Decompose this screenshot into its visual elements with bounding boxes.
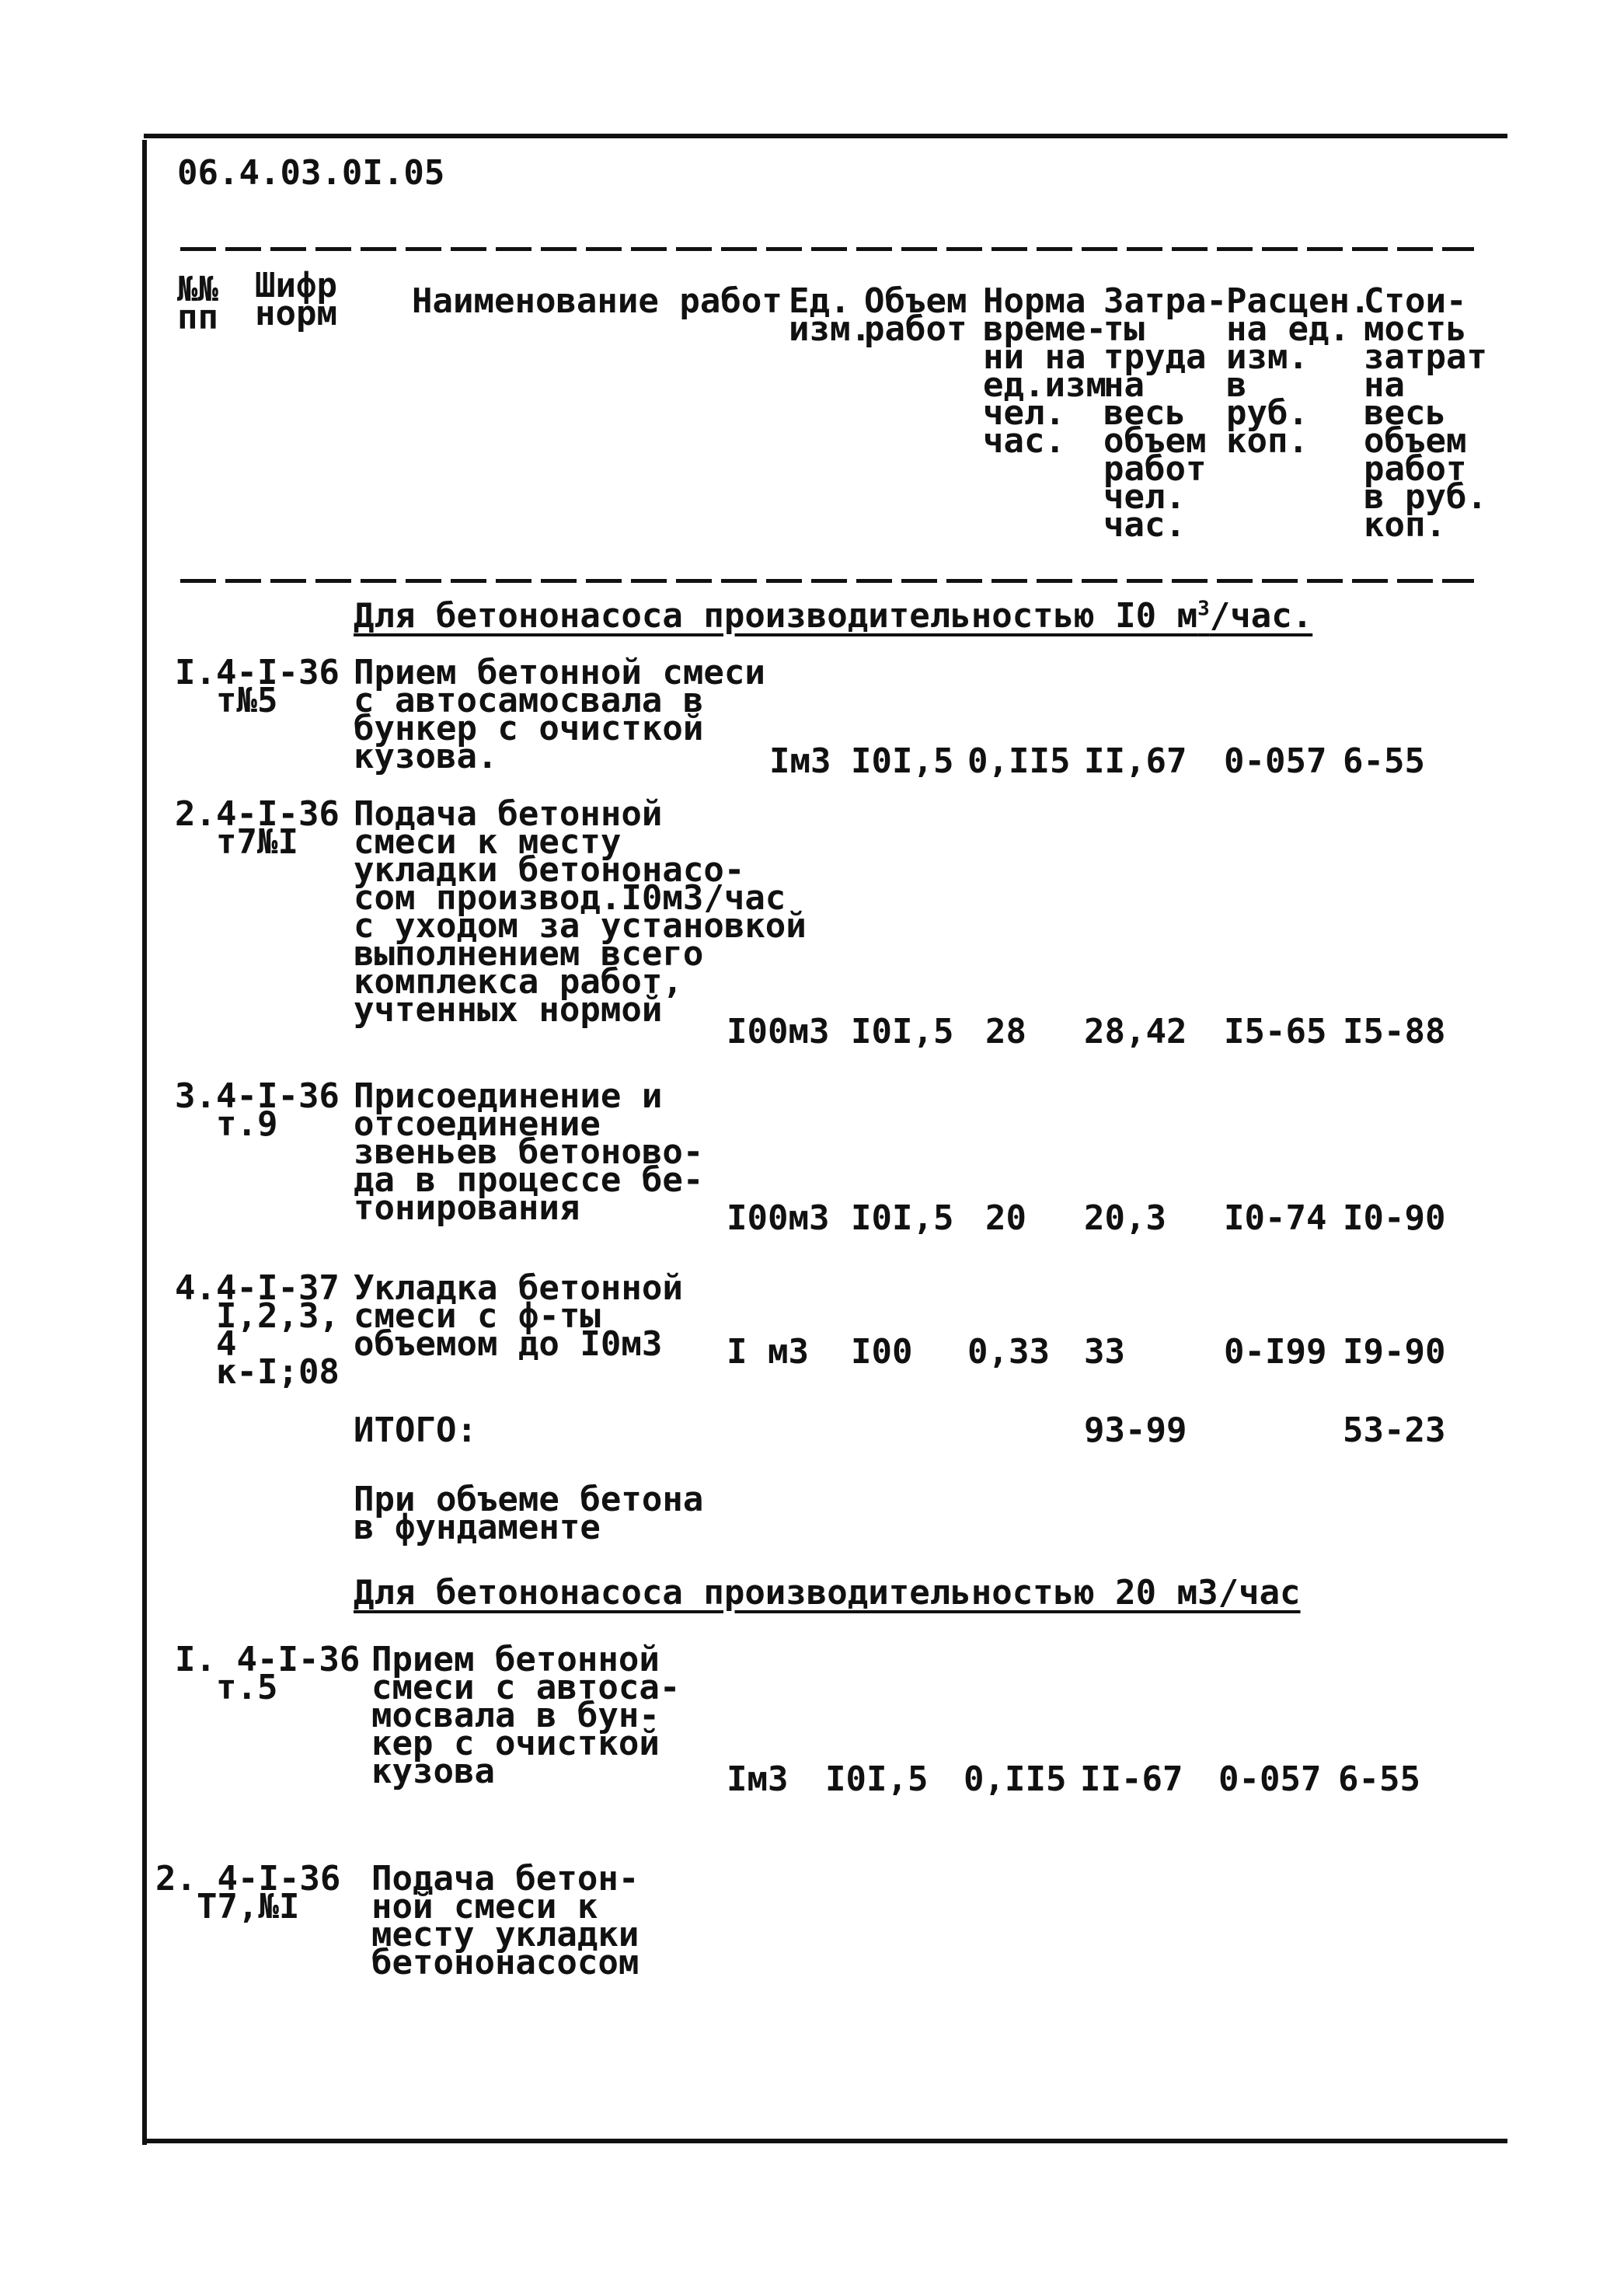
header-labor: Затра- ты труда на весь объем работ чел. час. bbox=[1103, 281, 1227, 545]
row-volume: I0I,5 bbox=[825, 1759, 929, 1799]
row-norm: 0,II5 bbox=[967, 741, 1071, 781]
row-unit: I00м3 bbox=[727, 1012, 830, 1051]
row-norm: 0,II5 bbox=[964, 1759, 1067, 1799]
row-num-code: 2. 4-I-36 Т7,№I bbox=[155, 1859, 341, 1927]
row-cost: I9-90 bbox=[1343, 1332, 1446, 1372]
document-code: 06.4.03.0I.05 bbox=[177, 153, 445, 193]
row-cost: I0-90 bbox=[1343, 1198, 1446, 1238]
section1-title: Для бетононасоса производительностью I0 $м^3$/час. bbox=[354, 596, 1313, 636]
total-labor: 93-99 bbox=[1084, 1410, 1187, 1450]
header-code: Шифр норм bbox=[255, 266, 337, 333]
header-cost: Стои- мость затрат на весь объем работ в руб. коп. bbox=[1364, 281, 1487, 545]
row-name: Присоединение и отсоединение звеньев бетоново- да в процессе бе- тонирования bbox=[354, 1076, 704, 1228]
header-norm: Норма време- ни на ед.изм чел. час. bbox=[983, 281, 1106, 461]
row-unit: I00м3 bbox=[727, 1198, 830, 1238]
row-rate: 0-057 bbox=[1218, 1759, 1322, 1799]
row-rate: I5-65 bbox=[1224, 1012, 1327, 1051]
row-cost: 6-55 bbox=[1338, 1759, 1420, 1799]
row-name: Укладка бетонной смеси с ф-ты объемом до I0м3 bbox=[354, 1268, 683, 1364]
row-rate: I0-74 bbox=[1224, 1198, 1327, 1238]
row-rate: 0-057 bbox=[1224, 741, 1327, 781]
row-unit: I м3 bbox=[727, 1332, 809, 1372]
row-norm: 0,33 bbox=[967, 1332, 1050, 1372]
row-labor: II,67 bbox=[1084, 741, 1187, 781]
section2-title: Для бетононасоса производительностью 20 м3/час bbox=[354, 1573, 1301, 1613]
row-labor: II-67 bbox=[1080, 1759, 1183, 1799]
row-labor: 28,42 bbox=[1084, 1012, 1187, 1051]
row-norm: 28 bbox=[985, 1012, 1026, 1051]
row-volume: I0I,5 bbox=[851, 1198, 954, 1238]
row-num-code: 2.4-I-36 т7№I bbox=[175, 794, 340, 862]
row-unit: Iм3 bbox=[769, 741, 831, 781]
page-left-rule bbox=[142, 140, 147, 2145]
row-cost: 6-55 bbox=[1343, 741, 1425, 781]
row-num-code: 4.4-I-37 I,2,3, 4 к-I;08 bbox=[175, 1268, 340, 1392]
row-unit: Iм3 bbox=[727, 1759, 789, 1799]
header-bottom-rule bbox=[180, 579, 1474, 583]
page-top-rule bbox=[144, 134, 1507, 138]
total-cost: 53-23 bbox=[1343, 1410, 1446, 1450]
row-name: Прием бетонной смеси с автоса- мосвала в бун- кер с очисткой кузова bbox=[371, 1640, 681, 1791]
total-label: ИТОГО: bbox=[354, 1410, 477, 1450]
row-volume: I0I,5 bbox=[851, 741, 954, 781]
row-num-code: I. 4-I-36 т.5 bbox=[175, 1640, 361, 1707]
header-volume: Объем работ bbox=[864, 281, 967, 349]
row-labor: 33 bbox=[1084, 1332, 1125, 1372]
row-volume: I0I,5 bbox=[851, 1012, 954, 1051]
row-rate: 0-I99 bbox=[1224, 1332, 1327, 1372]
header-name: Наименование работ bbox=[412, 281, 782, 321]
row-volume: I00 bbox=[851, 1332, 913, 1372]
row-name: Подача бетонной смеси к месту укладки бетононасо- сом производ.I0м3/час с уходом за установкой выполнением всего комплекса работ, учтенных нормой bbox=[354, 794, 807, 1030]
row-num-code: 3.4-I-36 т.9 bbox=[175, 1076, 340, 1144]
row-num-code: I.4-I-36 т№5 bbox=[175, 653, 340, 720]
header-unit: Ед. изм. bbox=[789, 281, 871, 349]
section1-note: При объеме бетона в фундаменте bbox=[354, 1480, 704, 1547]
row-labor: 20,3 bbox=[1084, 1198, 1166, 1238]
row-norm: 20 bbox=[985, 1198, 1026, 1238]
row-name: Подача бетон- ной смеси к месту укладки бетононасосом bbox=[371, 1859, 639, 1982]
header-top-rule bbox=[180, 247, 1474, 251]
row-cost: I5-88 bbox=[1343, 1012, 1446, 1051]
row-name: Прием бетонной смеси с автосамосвала в бункер с очисткой кузова. bbox=[354, 653, 765, 776]
header-num: №№ пп bbox=[177, 270, 218, 337]
header-rate: Расцен. на ед. изм. в руб. коп. bbox=[1226, 281, 1371, 461]
page-bottom-rule bbox=[144, 2139, 1507, 2143]
